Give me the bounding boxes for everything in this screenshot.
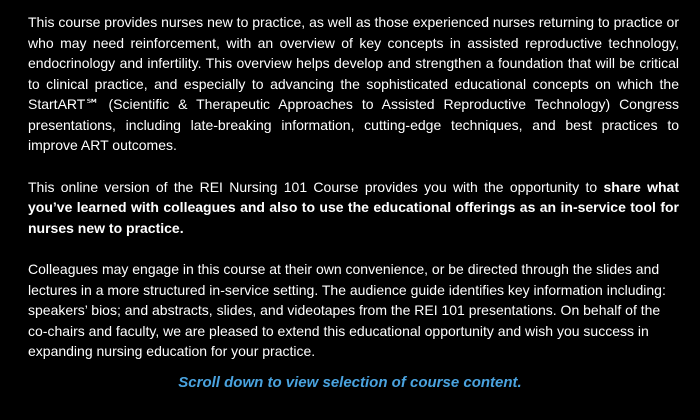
online-version-paragraph	[28, 177, 679, 239]
online-version-bold-text: share what you’ve learned with colleagues and also to use the educational offerings as an in-service tool for nurses new to practice.	[28, 178, 680, 236]
intro-paragraph: This course provides nurses new to practice, as well as those experienced nurses returning to practice or who may need reinforcement, with an overview of key concepts in assisted reproductive technology, endocrinology and infertility. This overview helps develop and strengthen a foundation that will be critical to clinical practice, and especially to advancing the sophisticated educational concepts on which the StartART℠ (Scientific & Therapeutic Approaches to Assisted Reproductive Technology) Congress presentations, including late-breaking information, cutting-edge techniques, and best practices to improve ART outcomes.	[28, 14, 679, 153]
scroll-prompt: Scroll down to view selection of course content.	[178, 374, 522, 391]
course-description	[28, 12, 679, 383]
colleagues-paragraph: Colleagues may engage in this course at their own convenience, or be directed through the slides and lectures in a more structured in-service setting. The audience guide identifies key information including: speakers’ bios; and abstracts, slides, and videotapes from the REI 101 presentations. On behalf of the co-chairs and faculty, we are pleased to extend this educational opportunity and wish you success in expanding nursing education for your practice.	[28, 261, 666, 359]
online-version-lead-text: This online version of the REI Nursing 101 Course provides you with the opportunity to	[28, 178, 604, 195]
